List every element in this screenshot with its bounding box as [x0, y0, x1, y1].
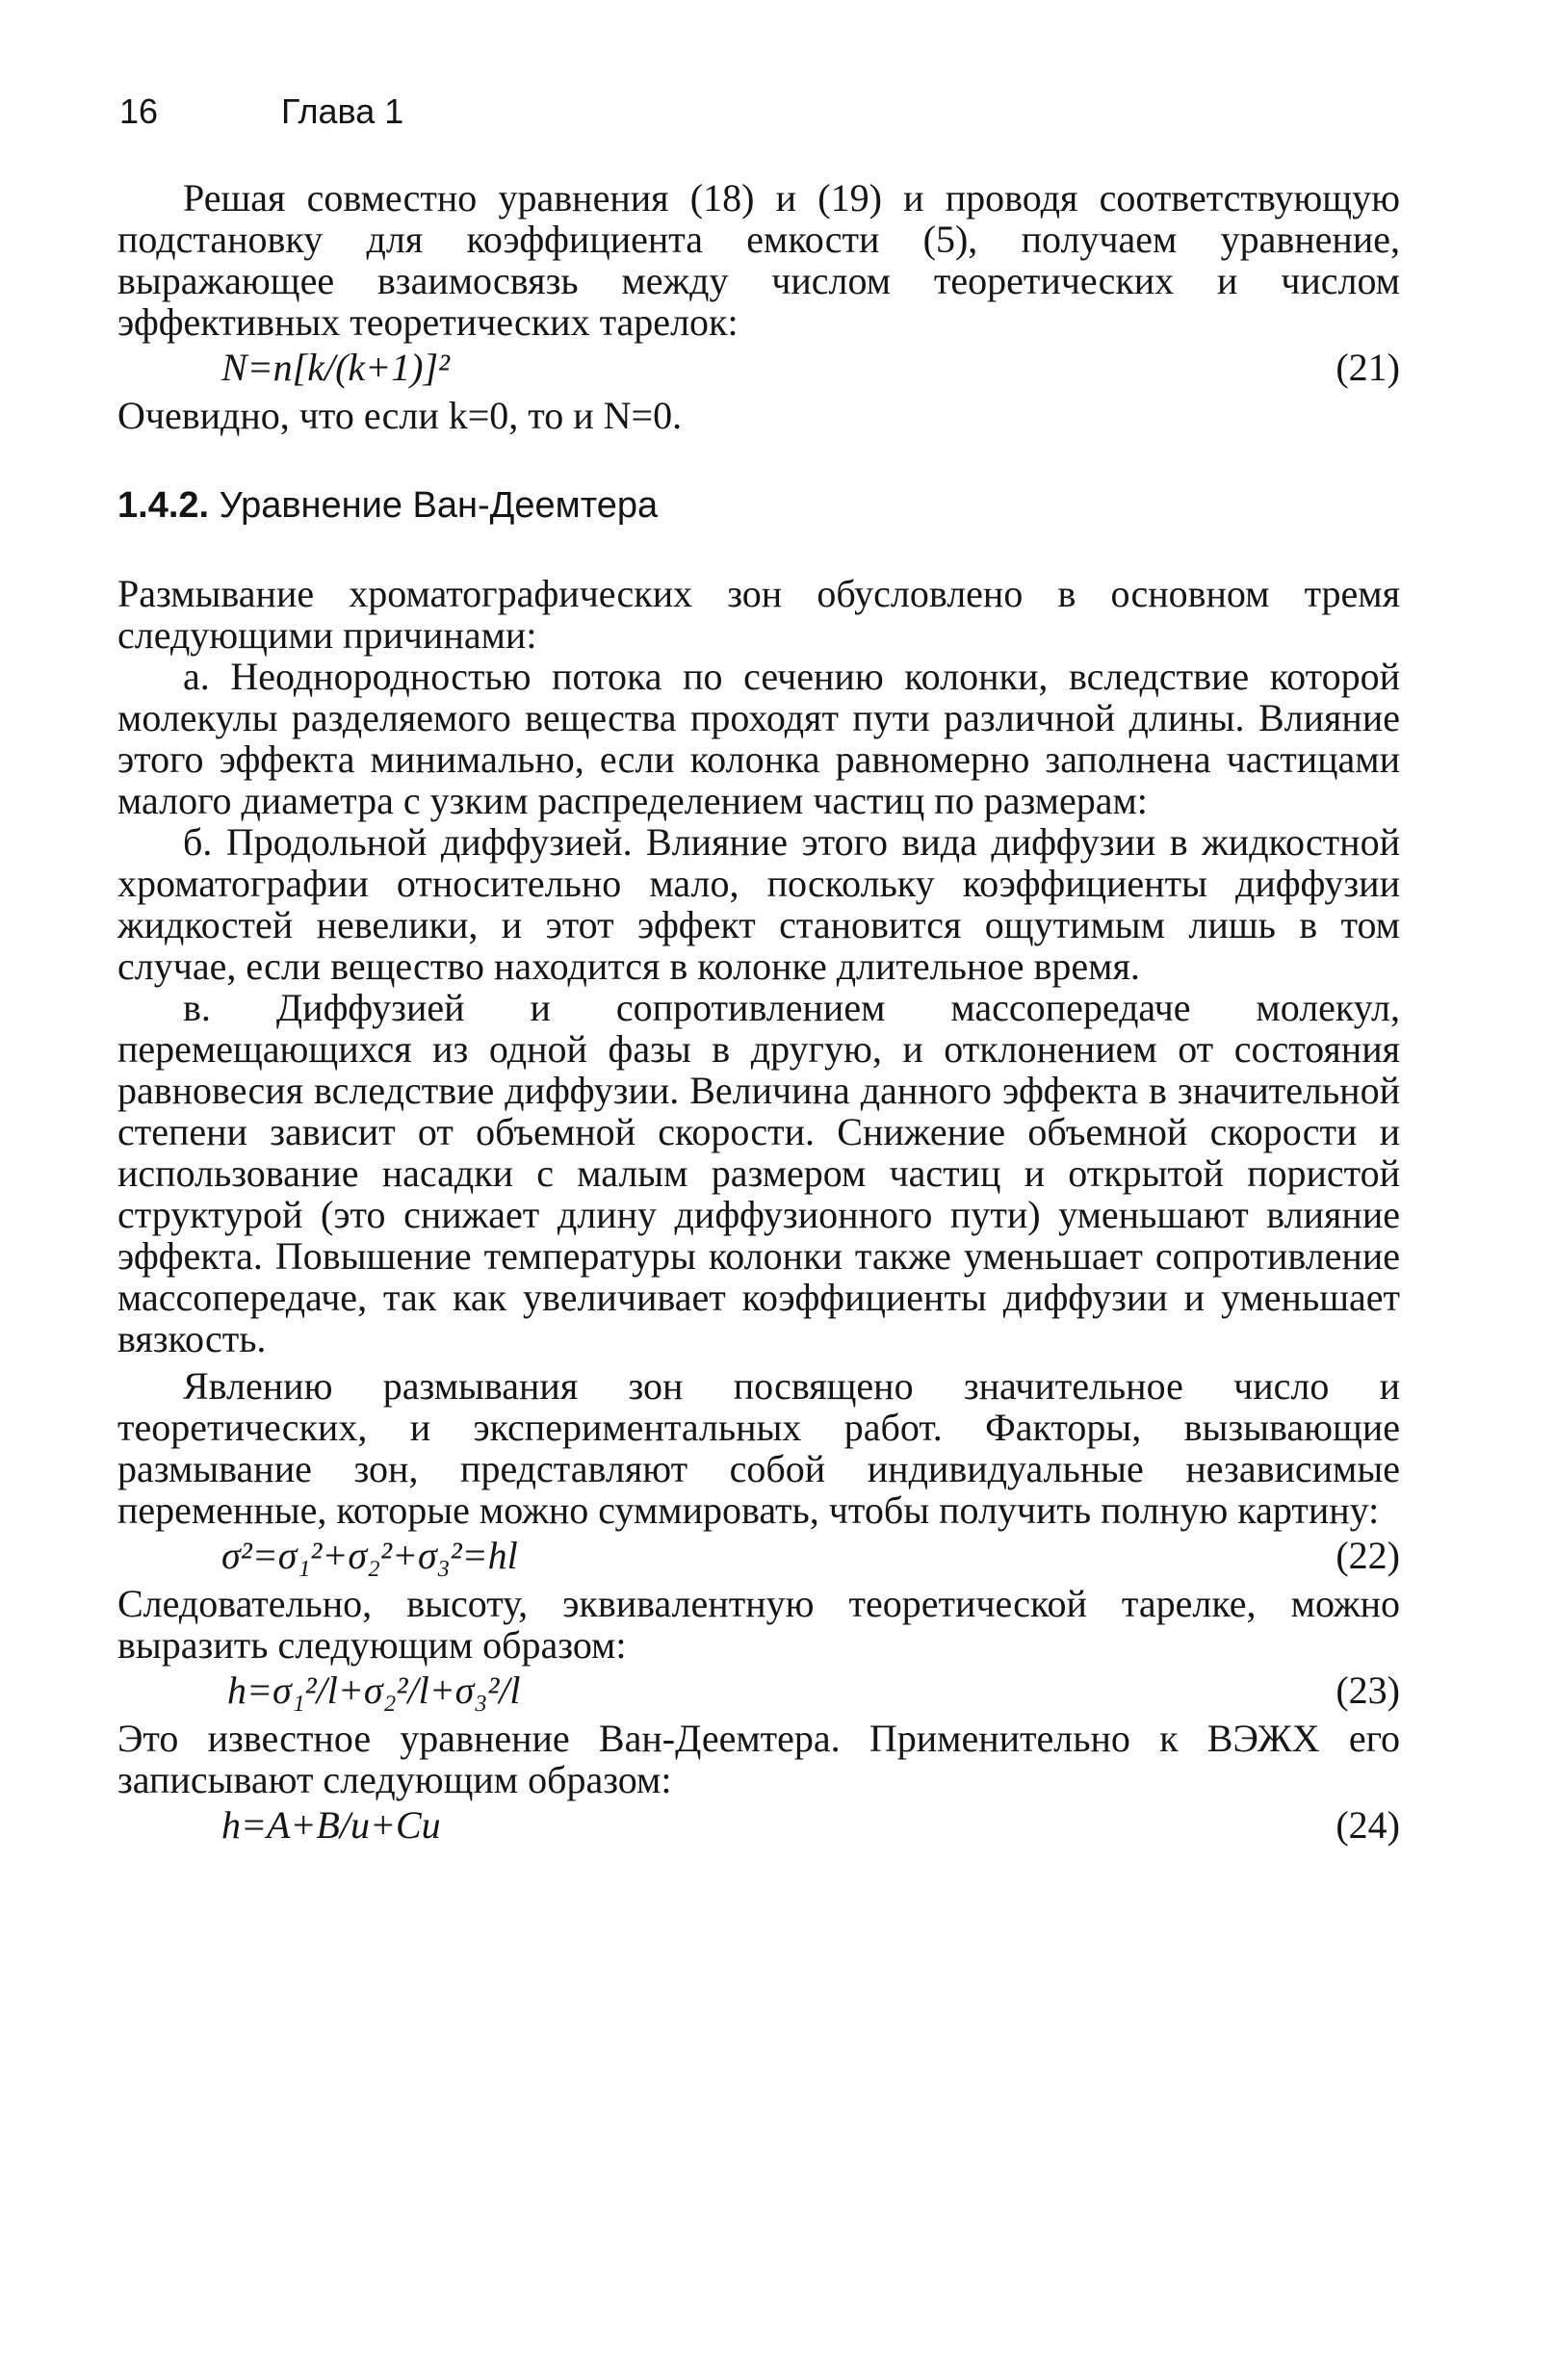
equation-21 — [117, 347, 1400, 391]
text-column — [117, 177, 1400, 1852]
equation-number: (23) — [1336, 1669, 1400, 1712]
equation-formula: h=A+B/u+Cu — [221, 1803, 441, 1847]
paragraph-height: Следовательно, высоту, эквивалентную теоретической тарелке, можно выразить следующим образом: — [117, 1582, 1400, 1667]
equation-24 — [117, 1804, 1400, 1849]
equation-formula: σ²=σ₁²+σ₂²+σ₃²=hl — [221, 1534, 518, 1577]
paragraph-obvious: Очевидно, что если k=0, то и N=0. — [117, 394, 683, 437]
paragraph-intro: Решая совместно уравнения (18) и (19) и проводя соответствующую подстановку для коэффициента емкости (5), получаем уравнение, выражающее взаимосвязь между числом теоретических и числом эффективных теоретических тарелок: — [117, 176, 1400, 344]
list-item-v: в. Диффузией и сопротивлением массопередаче молекул, перемещающихся из одной фазы в другую, и отклонением от состояния равновесия вследствие диффузии. Величина данного эффекта в значительной степени зависит от объемной скорости. Снижение объемной скорости и использование насадки с малым размером частиц и открытой пористой структурой (это снижает длину диффузионного пути) уменьшают влияние эффекта. Повышение температуры колонки также уменьшает сопротивление массопередаче, так как увеличивает коэффициенты диффузии и уменьшает вязкость. — [117, 986, 1400, 1360]
paragraph-zone-broadening: Явлению размывания зон посвящено значительное число и теоретических, и экспериментальных работ. Факторы, вызывающие размывание зон, представляют собой индивидуальные независимые переменные, которые можно суммировать, чтобы получить полную картину: — [117, 1364, 1400, 1532]
list-item-a: а. Неоднородностью потока по сечению колонки, вследствие которой молекулы разделяемого вещества проходят пути различной длины. Влияние этого эффекта минимально, если колонка равномерно заполнена частицами малого диаметра с узким распределением частиц по размерам: — [117, 655, 1400, 822]
equation-formula: N=n[k/(k+1)]² — [221, 346, 451, 389]
section-title: Уравнение Ван-Деемтера — [219, 485, 659, 526]
running-header — [119, 92, 403, 131]
equation-number: (22) — [1336, 1534, 1400, 1577]
list-item-b: б. Продольной диффузией. Влияние этого вида диффузии в жидкостной хроматографии относительно мало, поскольку коэффициенты диффузии жидкостей невелики, и этот эффект становится ощутимым лишь в том случае, если вещество находится в колонке длительное время. — [117, 820, 1400, 988]
section-number: 1.4.2. — [117, 485, 210, 526]
chapter-title: Глава 1 — [281, 91, 404, 131]
equation-number: (24) — [1336, 1803, 1400, 1847]
equation-formula: h=σ₁²/l+σ₂²/l+σ₃²/l — [227, 1669, 521, 1712]
section-heading — [117, 484, 1400, 527]
equation-number: (21) — [1336, 346, 1400, 389]
equation-22 — [117, 1535, 1400, 1579]
paragraph-causes: Размывание хроматографических зон обусловлено в основном тремя следующими причинами: — [117, 572, 1400, 657]
paragraph-van-deemter: Это известное уравнение Ван-Деемтера. Применительно к ВЭЖХ его записывают следующим образом: — [117, 1717, 1400, 1801]
page-number: 16 — [119, 91, 159, 131]
equation-23 — [117, 1669, 1400, 1714]
